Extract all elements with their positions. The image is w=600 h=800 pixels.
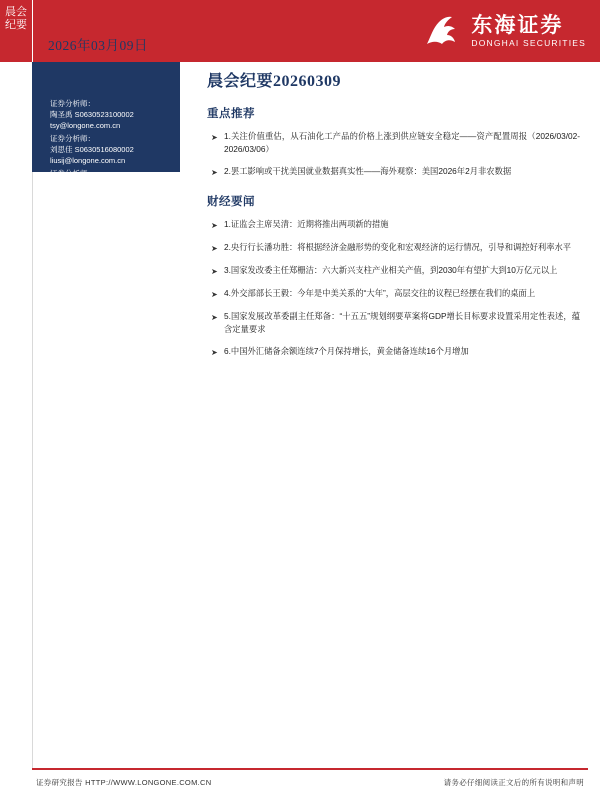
chevron-right-icon: ➤ bbox=[211, 313, 218, 322]
list-item[interactable] bbox=[205, 264, 580, 278]
list-item-text: 2.罢工影响或干扰美国就业数据真实性——海外观察：美国2026年2月非农数据 bbox=[224, 166, 512, 176]
footer-right-text: 请务必仔细阅读正文后的所有说明和声明 bbox=[443, 777, 584, 787]
left-margin-rule bbox=[32, 172, 33, 768]
list-item-text: 2.央行行长潘功胜：将根据经济金融形势的变化和宏观经济的运行情况，引导和调控好利率水平 bbox=[224, 242, 572, 252]
brand-logo bbox=[366, 4, 586, 58]
main-content bbox=[205, 68, 580, 368]
side-tab bbox=[0, 0, 33, 62]
report-date-row bbox=[48, 32, 248, 56]
footer-divider bbox=[32, 768, 588, 770]
brand-name-en: DONGHAI SECURITIES bbox=[471, 38, 586, 48]
report-date: 2026年03月09日 bbox=[48, 38, 148, 53]
analyst-role-label: 证券分析师： bbox=[50, 134, 95, 143]
list-item-text: 1.证监会主席吴清：近期将推出两项新的措施 bbox=[224, 219, 389, 229]
section-heading-financial-news: 财经要闻 bbox=[207, 196, 255, 208]
list-item-text: 5.国家发展改革委副主任郑备：“十五五”规划纲要草案将GDP增长目标要求设置采用定性表述，蕴含定量要求 bbox=[224, 311, 580, 334]
analyst-name: 刘思佳 S0630516080002 bbox=[50, 145, 134, 154]
chevron-right-icon: ➤ bbox=[211, 348, 218, 357]
list-item[interactable] bbox=[205, 130, 580, 156]
list-item[interactable] bbox=[205, 165, 580, 179]
list-item-text: 6.中国外汇储备余额连续7个月保持增长，黄金储备连续16个月增加 bbox=[224, 346, 469, 356]
analyst-sidebar bbox=[32, 62, 180, 200]
analyst-entry bbox=[50, 133, 182, 166]
analyst-email[interactable]: liusij@longone.com.cn bbox=[50, 156, 126, 165]
chevron-right-icon: ➤ bbox=[211, 221, 218, 230]
footer-left-text[interactable]: 证券研究报告 HTTP://WWW.LONGONE.COM.CN bbox=[36, 777, 212, 787]
analyst-role-label: 证券分析师： bbox=[50, 169, 95, 178]
list-item[interactable] bbox=[205, 310, 580, 336]
list-item[interactable] bbox=[205, 345, 580, 359]
chevron-right-icon: ➤ bbox=[211, 168, 218, 177]
chevron-right-icon: ➤ bbox=[211, 133, 218, 142]
date-divider bbox=[48, 57, 588, 59]
list-item[interactable] bbox=[205, 241, 580, 255]
analyst-entry bbox=[50, 168, 182, 201]
brand-name-cn: 东海证券 bbox=[471, 13, 564, 37]
side-tab-label: 晨会纪要 bbox=[5, 6, 27, 31]
list-item-text: 1.关注价值重估，从石油化工产品的价格上涨到供应链安全稳定——资产配置周报（2026/03/02-2026/03/06） bbox=[224, 131, 580, 154]
chevron-right-icon: ➤ bbox=[211, 290, 218, 299]
list-item[interactable] bbox=[205, 287, 580, 301]
page-title: 晨会纪要20260309 bbox=[207, 73, 342, 90]
list-item[interactable] bbox=[205, 218, 580, 232]
chevron-right-icon: ➤ bbox=[211, 267, 218, 276]
donghai-horse-logo-icon bbox=[421, 10, 463, 52]
list-item-text: 4.外交部部长王毅：今年是中美关系的“大年”，高层交往的议程已经摆在我们的桌面上 bbox=[224, 288, 536, 298]
analyst-email[interactable]: wangyang@longone.com.cn bbox=[50, 191, 145, 200]
chevron-right-icon: ➤ bbox=[211, 244, 218, 253]
list-item-text: 3.国家发改委主任郑栅洁：六大新兴支柱产业相关产值，到2030年有望扩大到10万亿元以上 bbox=[224, 265, 558, 275]
section-heading-key-recommendations: 重点推荐 bbox=[207, 108, 255, 120]
page-footer bbox=[32, 772, 588, 792]
analyst-name: 陶圣禹 S0630523100002 bbox=[50, 110, 134, 119]
analyst-entry bbox=[50, 98, 182, 131]
analyst-email[interactable]: tsy@longone.com.cn bbox=[50, 121, 121, 130]
analyst-role-label: 证券分析师： bbox=[50, 99, 95, 108]
analyst-name: 王洋 S0630513040002 bbox=[50, 180, 127, 189]
